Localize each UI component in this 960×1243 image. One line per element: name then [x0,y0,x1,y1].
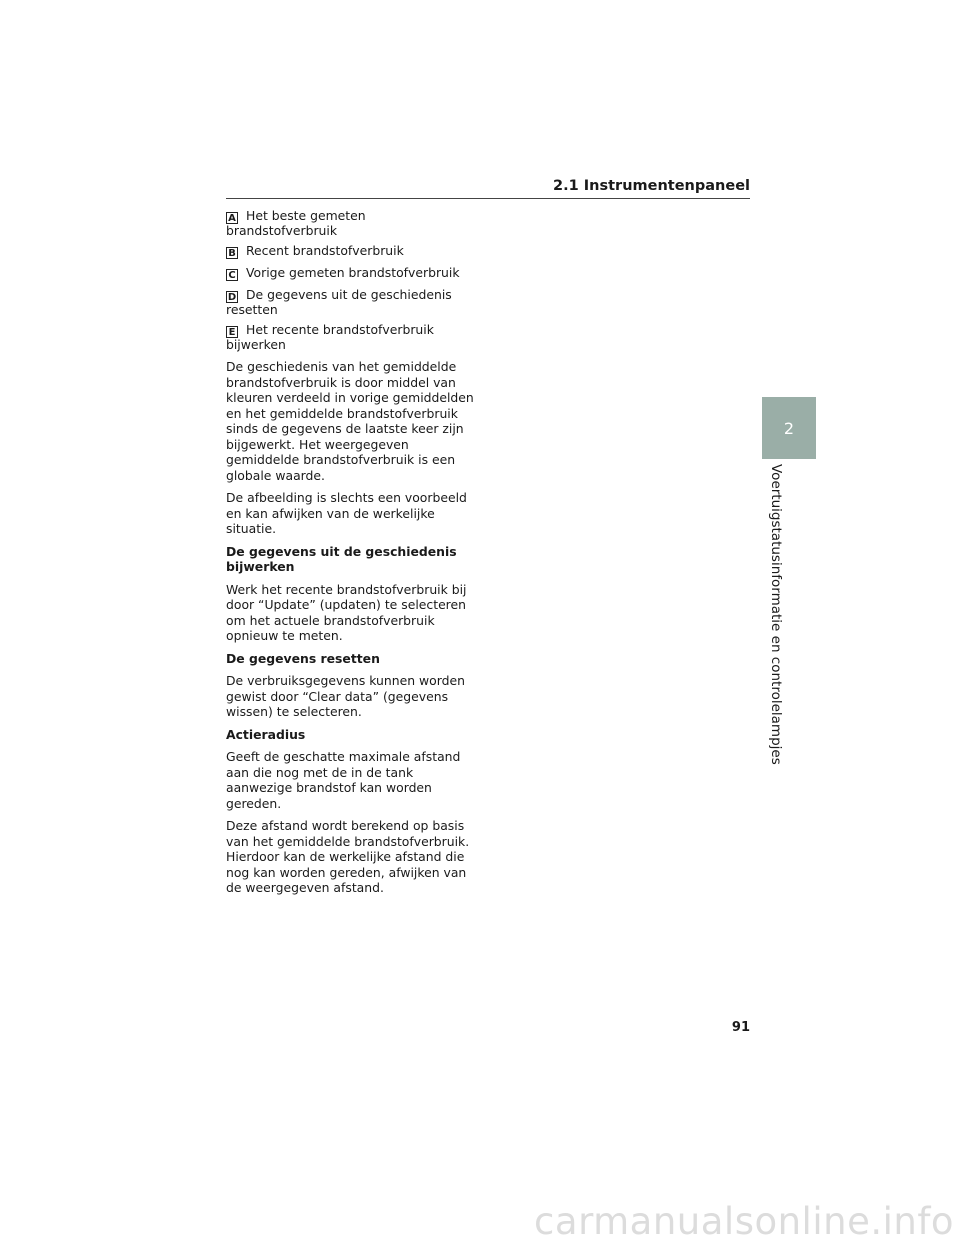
heading-range: Actieradius [226,726,306,742]
paragraph-range: Geeft de geschatte maximale afstand aan die nog met de in de tank aanwezige brandstof kan worden gereden. [226,749,461,811]
paragraph-history: De geschiedenis van het gemiddelde brandstofverbruik is door middel van kleuren verdeeld in vorige gemiddelden en het gemiddelde brandstofverbruik sinds de gegevens de laatste keer zijn bijgewerkt. Het weergegeven gemiddelde brandstofverbruik is een globale waarde. [226,359,474,483]
legend-item-e [226,322,478,351]
paragraph-illustration-note: De afbeelding is slechts een voorbeeld en kan afwijken van de werkelijke situatie. [226,490,467,536]
chapter-tab: 2 [762,397,816,459]
legend-text: De gegevens uit de geschiedenis [246,287,452,302]
legend-text: Recent brandstofverbruik [246,243,404,258]
legend-text-continued: resetten [226,302,278,317]
paragraph-reset: De verbruiksgegevens kunnen worden gewist door “Clear data” (gegevens wissen) te selecteren. [226,673,465,719]
legend-letter: B [226,247,238,259]
watermark: carmanualsonline.info [534,1200,954,1243]
legend-text-continued: brandstofverbruik [226,223,338,238]
legend-item-a [226,208,478,237]
legend-item-b [226,243,478,259]
legend-item-c [226,265,478,281]
legend-letter: E [226,326,238,338]
page-content [226,208,478,903]
heading-update-history: De gegevens uit de geschiedenis bijwerken [226,543,457,574]
legend-letter: A [226,212,238,224]
legend-item-d [226,287,478,316]
legend-text: Het beste gemeten [246,208,366,223]
legend-letter: C [226,269,238,281]
legend-text: Vorige gemeten brandstofverbruik [246,265,460,280]
paragraph-update: Werk het recente brandstofverbruik bij door “Update” (updaten) te selecteren om het actuele brandstofverbruik opnieuw te meten. [226,581,467,643]
section-header: 2.1 Instrumentenpaneel [226,178,750,199]
legend-letter: D [227,292,237,303]
heading-reset-data: De gegevens resetten [226,650,380,666]
legend-text-continued: bijwerken [226,337,286,352]
legend-text: Het recente brandstofverbruik [246,322,434,337]
page-number: 91 [731,1020,750,1035]
paragraph-range-calculation: Deze afstand wordt berekend op basis van het gemiddelde brandstofverbruik. Hierdoor kan de werkelijke afstand die nog kan worden gereden, afwijken van de weergegeven afstand. [226,818,470,895]
chapter-title-vertical: Voertuigstatusinformatie en controlelampjes [768,464,784,765]
